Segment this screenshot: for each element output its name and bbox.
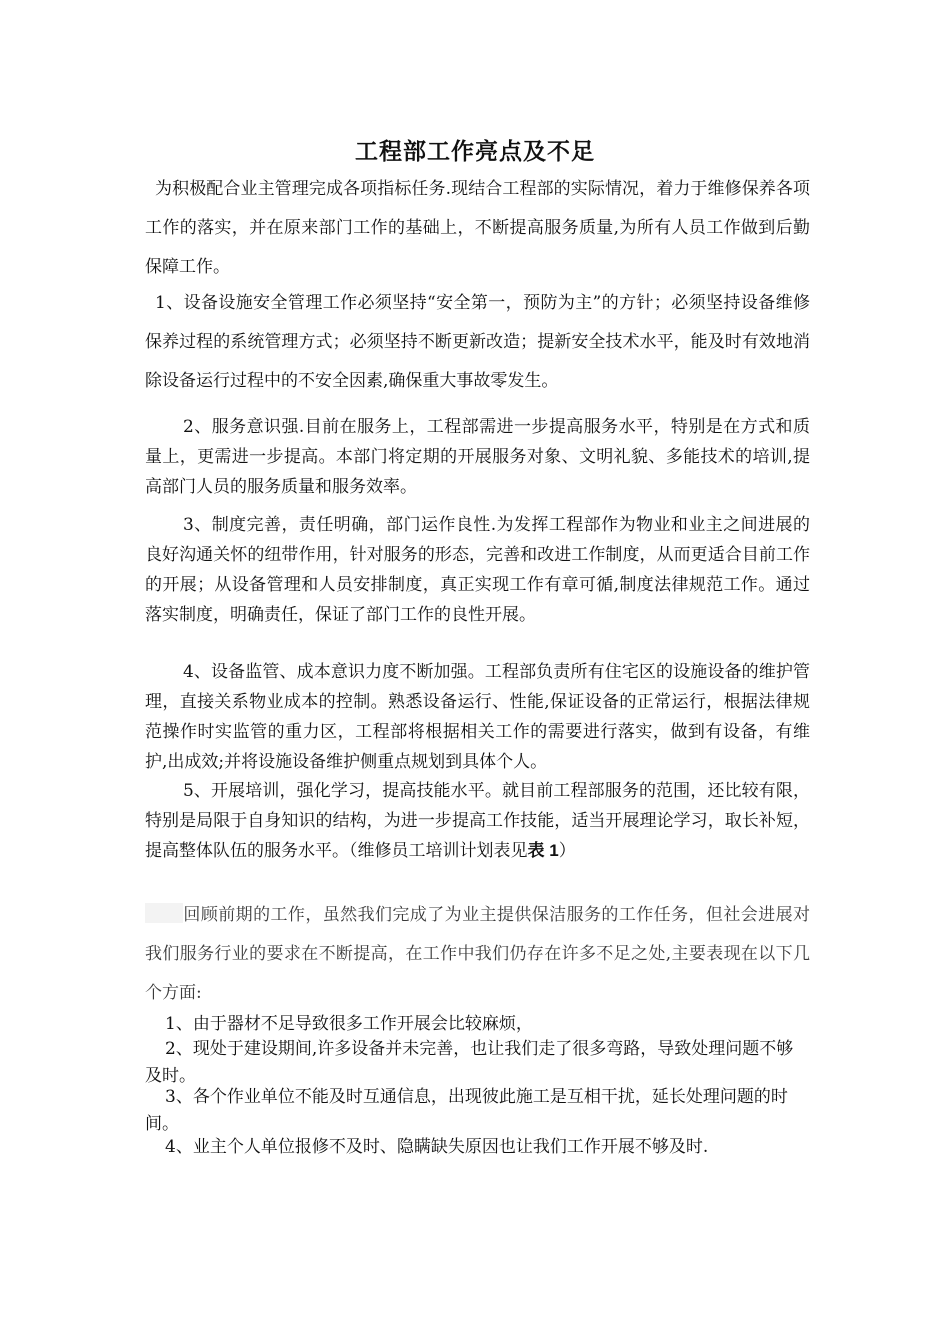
highlight-item-5 xyxy=(145,776,810,866)
highlight-item-4: 4、设备监管、成本意识力度不断加强。工程部负责所有住宅区的设施设备的维护管理，直接关系物业成本的控制。熟悉设备运行、性能,保证设备的正常运行，根据法律规范操作时实监管的重力区，工程部将根据相关工作的需要进行落实，做到有设备，有维护,出成效;并将设施设备维护侧重点规划到具体个人。 xyxy=(145,662,810,772)
highlight-item-5-text: 5、开展培训，强化学习，提高技能水平。就目前工程部服务的范围，还比较有限，特别是局限于自身知识的结构，为进一步提高工作技能，适当开展理论学习，取长补短，提高整体队伍的服务水平。（维修员工培训计划表见 xyxy=(145,781,810,861)
shortcoming-item-1: 1、由于器材不足导致很多工作开展会比较麻烦， xyxy=(165,1014,533,1034)
highlight-item-1: 1、设备设施安全管理工作必须坚持“安全第一，预防为主”的方针；必须坚持设备维修保养过程的系统管理方式；必须坚持不断更新改造；提新安全技术水平，能及时有效地消除设备运行过程中的不安全因素,确保重大事故零发生。 xyxy=(145,293,810,391)
intro-paragraph: 为积极配合业主管理完成各项指标任务.现结合工程部的实际情况，着力于维修保养各项工作的落实，并在原来部门工作的基础上，不断提高服务质量,为所有人员工作做到后勤保障工作。 xyxy=(145,179,810,277)
highlight-item-3: 3、制度完善，责任明确，部门运作良性.为发挥工程部作为物业和业主之间进展的良好沟通关怀的纽带作用，针对服务的形态，完善和改进工作制度，从而更适合目前工作的开展；从设备管理和人员安排制度，真正实现工作有章可循,制度法律规范工作。通过落实制度，明确责任，保证了部门工作的良性开展。 xyxy=(145,515,810,625)
shortcoming-item-4: 4、业主个人单位报修不及时、隐瞒缺失原因也让我们工作开展不够及时. xyxy=(165,1137,709,1157)
table-reference: 表 1 xyxy=(527,841,559,860)
highlight-mark xyxy=(145,903,183,923)
review-text: 回顾前期的工作，虽然我们完成了为业主提供保洁服务的工作任务，但社会进展对我们服务行业的要求在不断提高，在工作中我们仍存在许多不足之处,主要表现在以下几个方面: xyxy=(145,905,810,1003)
shortcoming-item-3: 3、各个作业单位不能及时互通信息，出现彼此施工是互相干扰，延长处理问题的时间。 xyxy=(145,1087,788,1134)
highlight-item-5-close: ） xyxy=(558,841,576,861)
document-title: 工程部工作亮点及不足 xyxy=(355,138,595,165)
highlight-item-2: 2、服务意识强.目前在服务上，工程部需进一步提高服务水平，特别是在方式和质量上，更需进一步提高。本部门将定期的开展服务对象、文明礼貌、多能技术的培训,提高部门人员的服务质量和服务效率。 xyxy=(145,417,810,497)
review-paragraph xyxy=(145,896,810,1013)
shortcoming-item-2: 2、现处于建设期间,许多设备并未完善，也让我们走了很多弯路，导致处理问题不够及时。 xyxy=(145,1039,794,1086)
